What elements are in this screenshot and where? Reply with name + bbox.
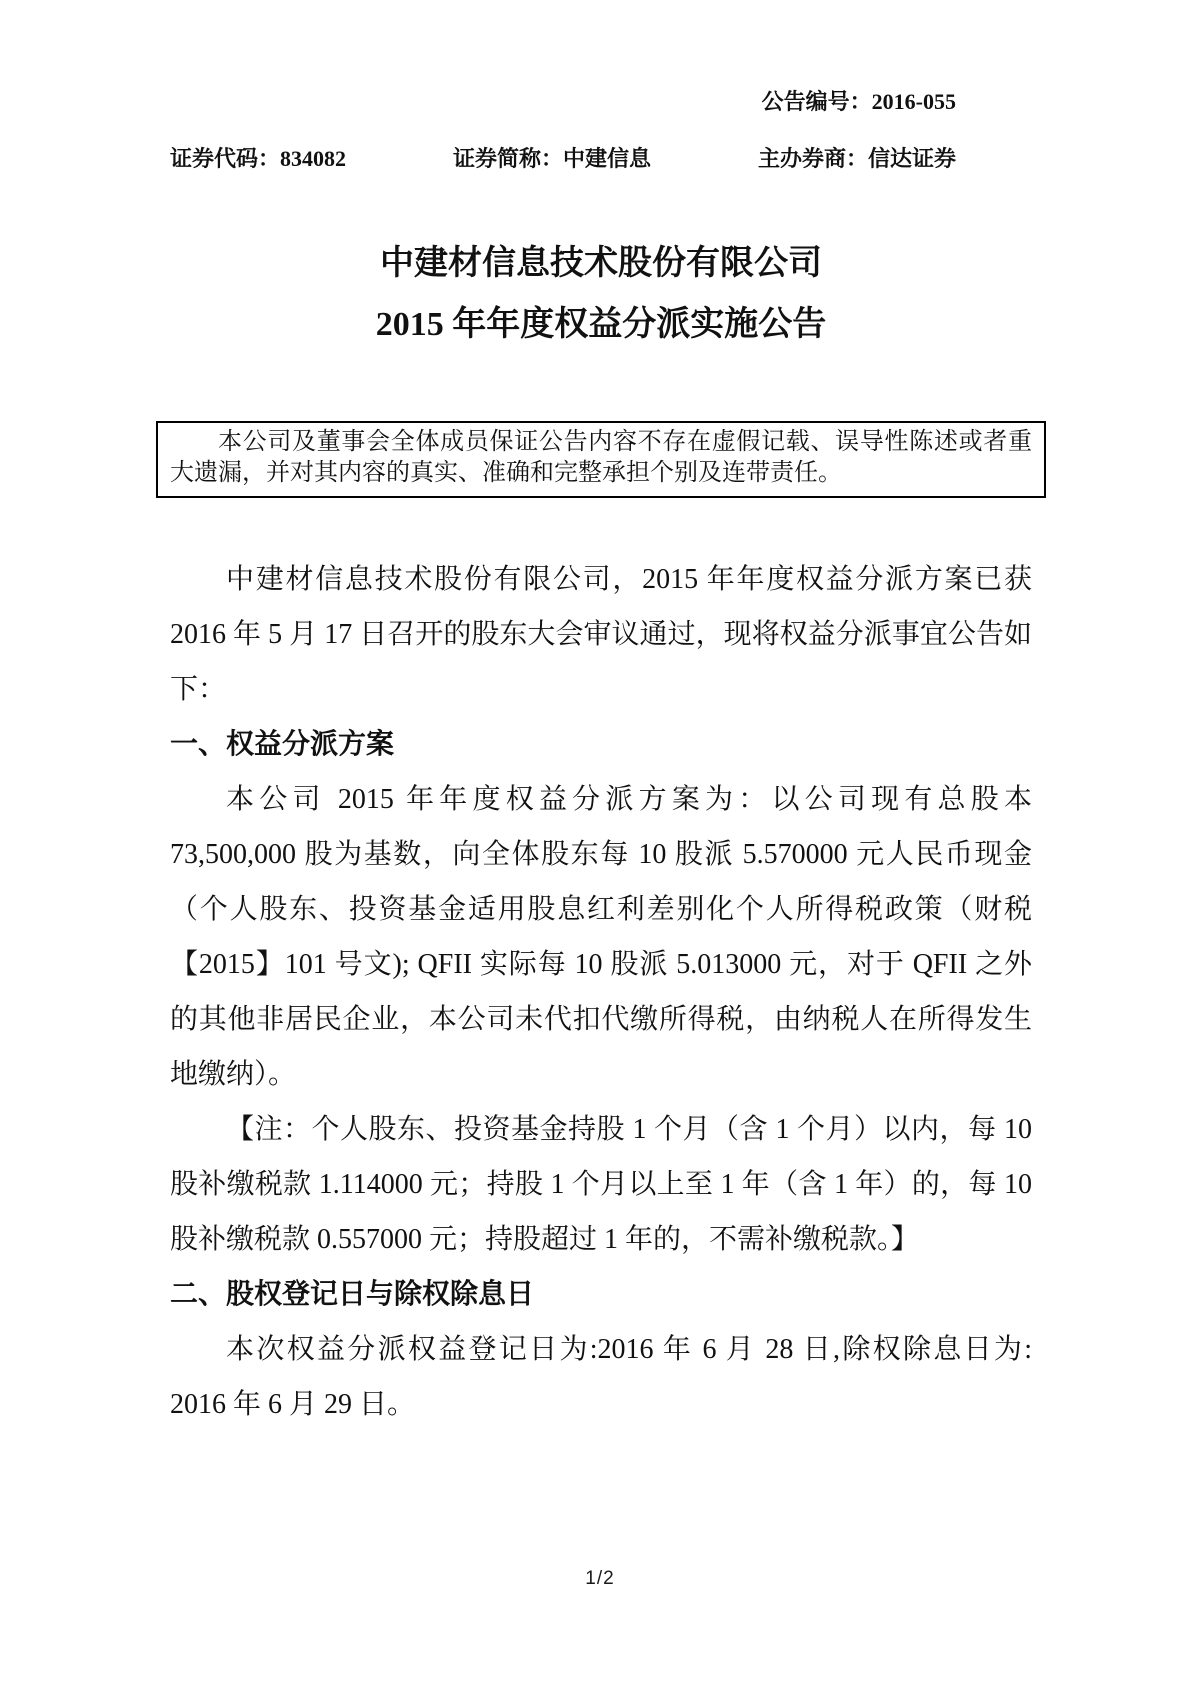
- body-paragraph: 【注：个人股东、投资基金持股 1 个月（含 1 个月）以内，每 10 股补缴税款 1.114000 元；持股 1 个月以上至 1 年（含 1 年）的，每 10 股补缴税款 0.557000 元；持股超过 1 年的，不需补缴税款。】: [170, 1114, 1032, 1255]
- announcement-title: 2015 年年度权益分派实施公告: [375, 306, 827, 343]
- notice-number: 公告编号：2016-055: [761, 89, 956, 114]
- stock-code: 证券代码：834082: [170, 146, 347, 171]
- disclaimer-text: 本公司及董事会全体成员保证公告内容不存在虚假记载、误导性陈述或者重大遗漏，并对其内容的真实、准确和完整承担个别及连带责任。: [170, 429, 1032, 486]
- securities-header: [170, 143, 1032, 175]
- document-body: [170, 552, 1032, 1432]
- sponsor-broker: 主办券商：信达证券: [757, 146, 956, 171]
- company-name-title: 中建材信息技术股份有限公司: [380, 245, 822, 282]
- document-title: [170, 233, 1032, 355]
- section-heading: 二、股权登记日与除权除息日: [170, 1279, 535, 1310]
- stock-short-name: 证券简称：中建信息: [452, 146, 651, 171]
- body-paragraph: 本次权益分派权益登记日为:2016 年 6 月 28 日,除权除息日为: 2016 年 6 月 29 日。: [170, 1334, 1032, 1420]
- page-footer: [0, 1568, 1200, 1590]
- body-paragraph: 本公司 2015 年年度权益分派方案为：以公司现有总股本 73,500,000 股为基数，向全体股东每 10 股派 5.570000 元人民币现金（个人股东、投资基金适用股息红利差别化个人所得税政策（财税【2015】101 号文); QFII 实际每 10 股派 5.013000 元，对于 QFII 之外的其他非居民企业，本公司未代扣代缴所得税，由纳税人在所得发生地缴纳）。: [170, 784, 1032, 1090]
- body-paragraph: 中建材信息技术股份有限公司，2015 年年度权益分派方案已获 2016 年 5 月 17 日召开的股东大会审议通过，现将权益分派事宜公告如下：: [170, 564, 1032, 705]
- section-heading: 一、权益分派方案: [170, 729, 395, 760]
- disclaimer-box: [156, 421, 1046, 498]
- page-number: 1/2: [585, 1568, 615, 1589]
